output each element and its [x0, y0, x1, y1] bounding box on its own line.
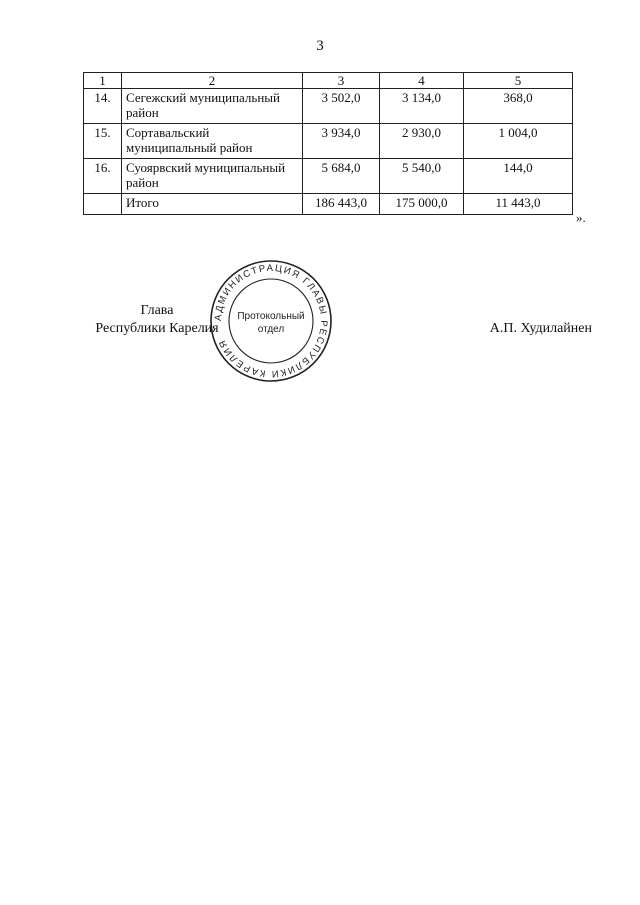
- total-row: [84, 194, 573, 215]
- value-col-5: 368,0: [464, 89, 573, 124]
- district-name: Сегежский муниципальный район: [122, 89, 303, 124]
- value-col-5: 1 004,0: [464, 124, 573, 159]
- signer-title-line1: Глава: [140, 303, 174, 318]
- total-col-3: 186 443,0: [303, 194, 380, 215]
- table-row: [84, 159, 573, 194]
- data-table: [83, 72, 573, 215]
- page-number: 3: [316, 38, 324, 54]
- total-col-4: 175 000,0: [380, 194, 464, 215]
- signer-title: [92, 302, 222, 338]
- table-row: [84, 124, 573, 159]
- official-stamp: [208, 258, 334, 384]
- total-col-5: 11 443,0: [464, 194, 573, 215]
- district-name: Сортавальский муниципальный район: [122, 124, 303, 159]
- district-name: Суоярвский муниципальный район: [122, 159, 303, 194]
- table-header-row: [84, 73, 573, 89]
- signer-name: А.П. Худилайнен: [489, 321, 592, 336]
- signer-title-line2: Республики Карелия: [95, 321, 219, 336]
- column-header: 1: [84, 73, 122, 89]
- value-col-3: 5 684,0: [303, 159, 380, 194]
- total-label: Итого: [122, 194, 303, 215]
- value-col-4: 3 134,0: [380, 89, 464, 124]
- stamp-outer-text: АДМИНИСТРАЦИЯ ГЛАВЫ РЕСПУБЛИКИ КАРЕЛИЯ: [212, 262, 330, 380]
- row-number: 15.: [84, 124, 122, 159]
- value-col-5: 144,0: [464, 159, 573, 194]
- row-number: 14.: [84, 89, 122, 124]
- value-col-4: 5 540,0: [380, 159, 464, 194]
- row-number: 16.: [84, 159, 122, 194]
- column-header: 3: [303, 73, 380, 89]
- closing-quote: ».: [576, 210, 586, 225]
- value-col-4: 2 930,0: [380, 124, 464, 159]
- stamp-inner-line2: отдел: [257, 324, 285, 335]
- column-header: 4: [380, 73, 464, 89]
- column-header: 2: [122, 73, 303, 89]
- value-col-3: 3 934,0: [303, 124, 380, 159]
- value-col-3: 3 502,0: [303, 89, 380, 124]
- column-header: 5: [464, 73, 573, 89]
- stamp-inner-line1: Протокольный: [237, 311, 305, 322]
- total-number-cell: [84, 194, 122, 215]
- table-row: [84, 89, 573, 124]
